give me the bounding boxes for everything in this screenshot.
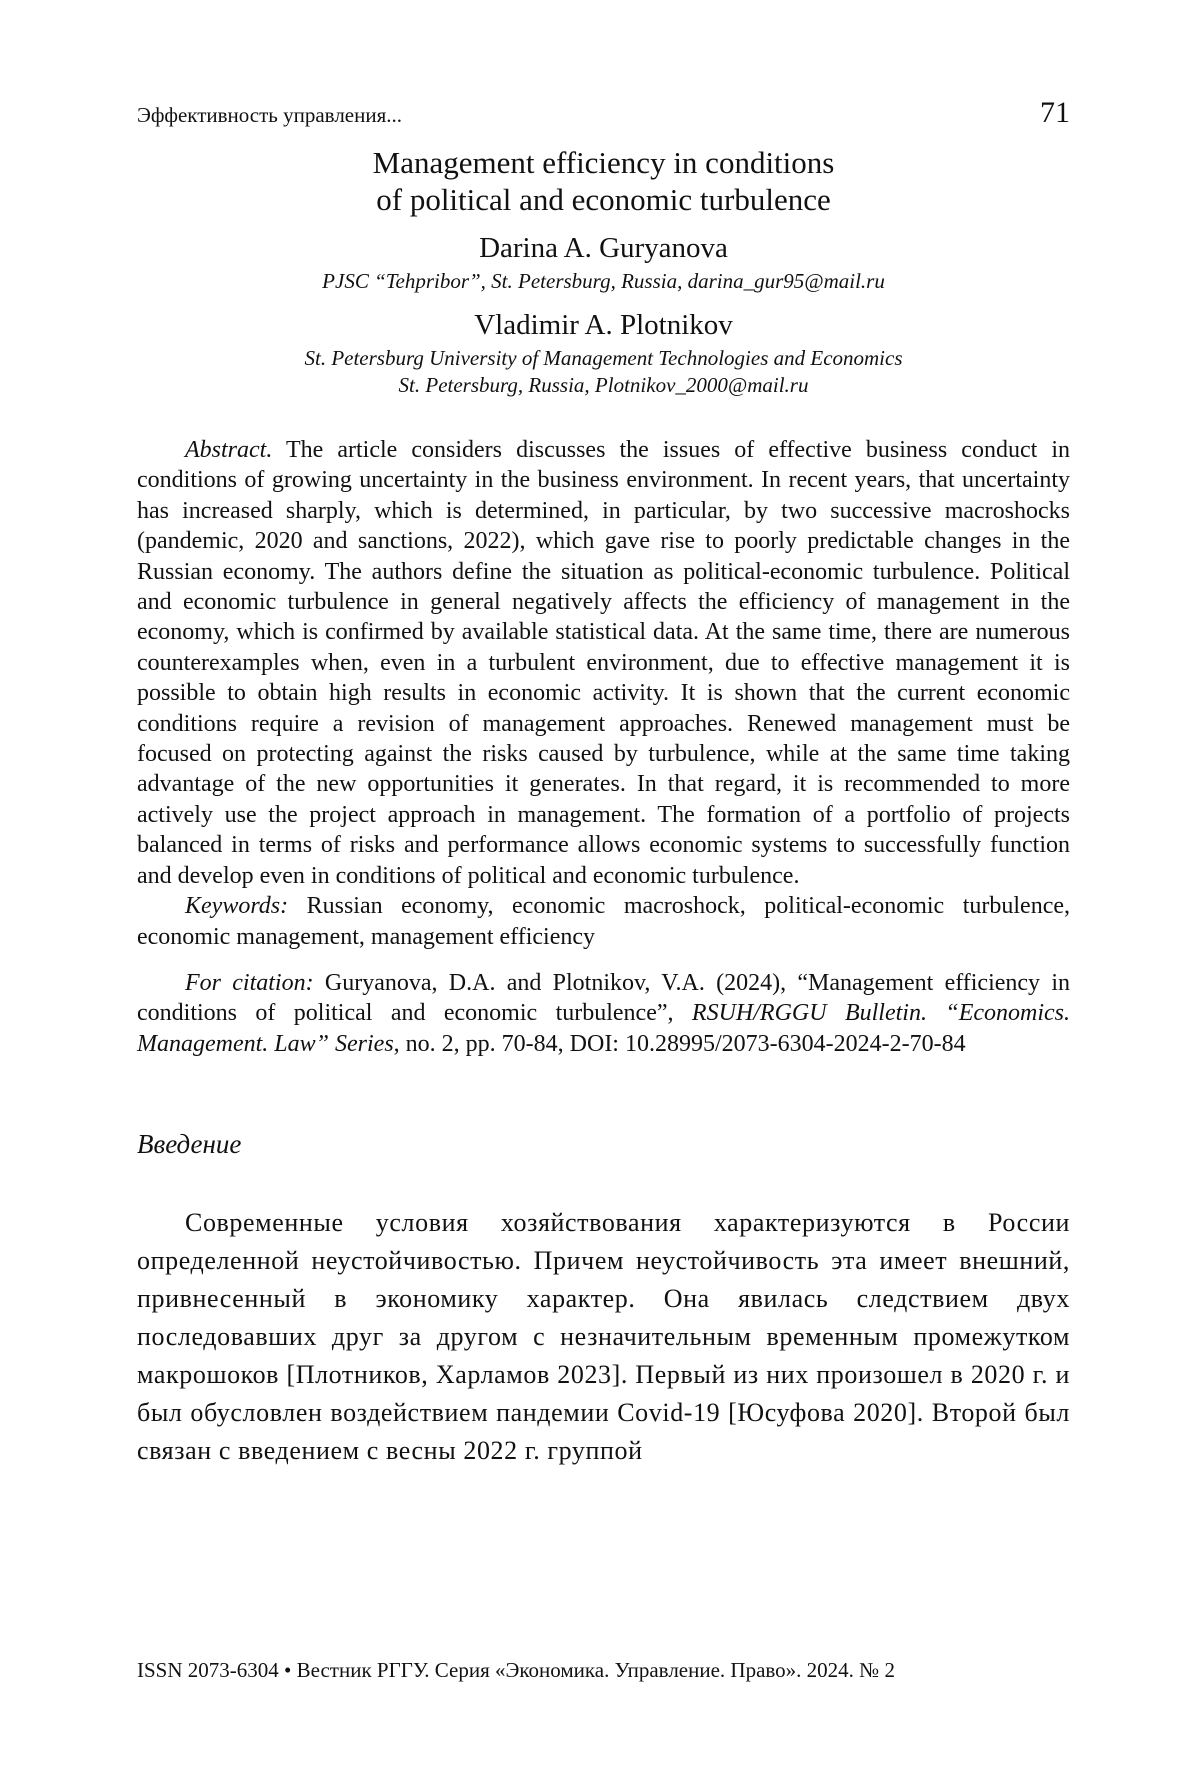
- article-title: [137, 144, 1070, 218]
- citation: [137, 968, 1070, 1059]
- abstract-text: The article considers discusses the issues of effective business conduct in conditions of growing uncertainty in the business environment. In recent years, that uncertainty has increased sharply, which is determined, in particular, by two successive macroshocks (pandemic, 2020 and sanctions, 2022), which gave rise to poorly predictable changes in the Russian economy. The authors define the situation as political-economic turbulence. Political and economic turbulence in general negatively affects the efficiency of management in the economy, which is confirmed by available statistical data. At the same time, there are numerous counterexamples when, even in a turbulent environment, due to effective management it is possible to obtain high results in economic activity. It is shown that the current economic conditions require a revision of management approaches. Renewed management must be focused on protecting against the risks caused by turbulence, while at the same time taking advantage of the new opportunities it generates. In that regard, it is recommended to more actively use the project approach in management. The formation of a portfolio of projects balanced in terms of risks and performance allows economic systems to successfully function and develop even in conditions of political and economic turbulence.: [137, 437, 1070, 889]
- abstract-label: Abstract.: [185, 437, 272, 463]
- author-name: Darina A. Guryanova: [137, 230, 1070, 266]
- body-paragraph: Современные условия хозяйствования характеризуются в России определенной неустойчивостью. Причем неустойчивость эта имеет внешний, привнесенный в экономику характер. Она явилась следствием двух последовавших друг за другом с незначительным временным промежутком макрошоков [Плотников, Харламов 2023]. Первый из них произошел в 2020 г. и был обусловлен воздействием пандемии Covid-19 [Юсуфова 2020]. Второй был связан с введением с весны 2022 г. группой: [137, 1204, 1070, 1470]
- citation-text: Guryanova, D.A. and Plotnikov, V.A. (2024), “Management efficiency in conditions of political and economic turbulence”,: [137, 970, 1070, 1026]
- author-affiliation: [137, 345, 1070, 399]
- author-name: Vladimir A. Plotnikov: [137, 307, 1070, 343]
- keywords-label: Keywords:: [185, 893, 288, 919]
- title-line: of political and economic turbulence: [137, 181, 1070, 218]
- author-affiliation: PJSC “Tehpribor”, St. Petersburg, Russia, darina_gur95@mail.ru: [137, 268, 1070, 295]
- citation-label: For citation:: [185, 970, 314, 996]
- page-footer: ISSN 2073-6304 • Вестник РГГУ. Серия «Экономика. Управление. Право». 2024. № 2: [137, 1658, 895, 1683]
- running-title: Эффективность управления...: [137, 103, 402, 128]
- keywords-text: Russian economy, economic macroshock, political-economic turbulence, economic management, management efficiency: [137, 893, 1070, 949]
- section-heading: Введение: [137, 1129, 1070, 1160]
- page-number: 71: [1040, 96, 1070, 130]
- citation-text: , no. 2, pp. 70-84, DOI: 10.28995/2073-6304-2024-2-70-84: [394, 1031, 966, 1057]
- citation-journal: RSUH/RGGU Bulletin. “Economics. Management. Law” Series: [137, 1000, 1070, 1056]
- abstract: [137, 435, 1070, 891]
- running-header: [137, 96, 1070, 130]
- title-line: Management efficiency in conditions: [137, 144, 1070, 181]
- affiliation-line: St. Petersburg, Russia, Plotnikov_2000@mail.ru: [137, 372, 1070, 399]
- article-page: [137, 96, 1070, 1470]
- keywords: [137, 891, 1070, 952]
- affiliation-line: St. Petersburg University of Management Technologies and Economics: [137, 345, 1070, 372]
